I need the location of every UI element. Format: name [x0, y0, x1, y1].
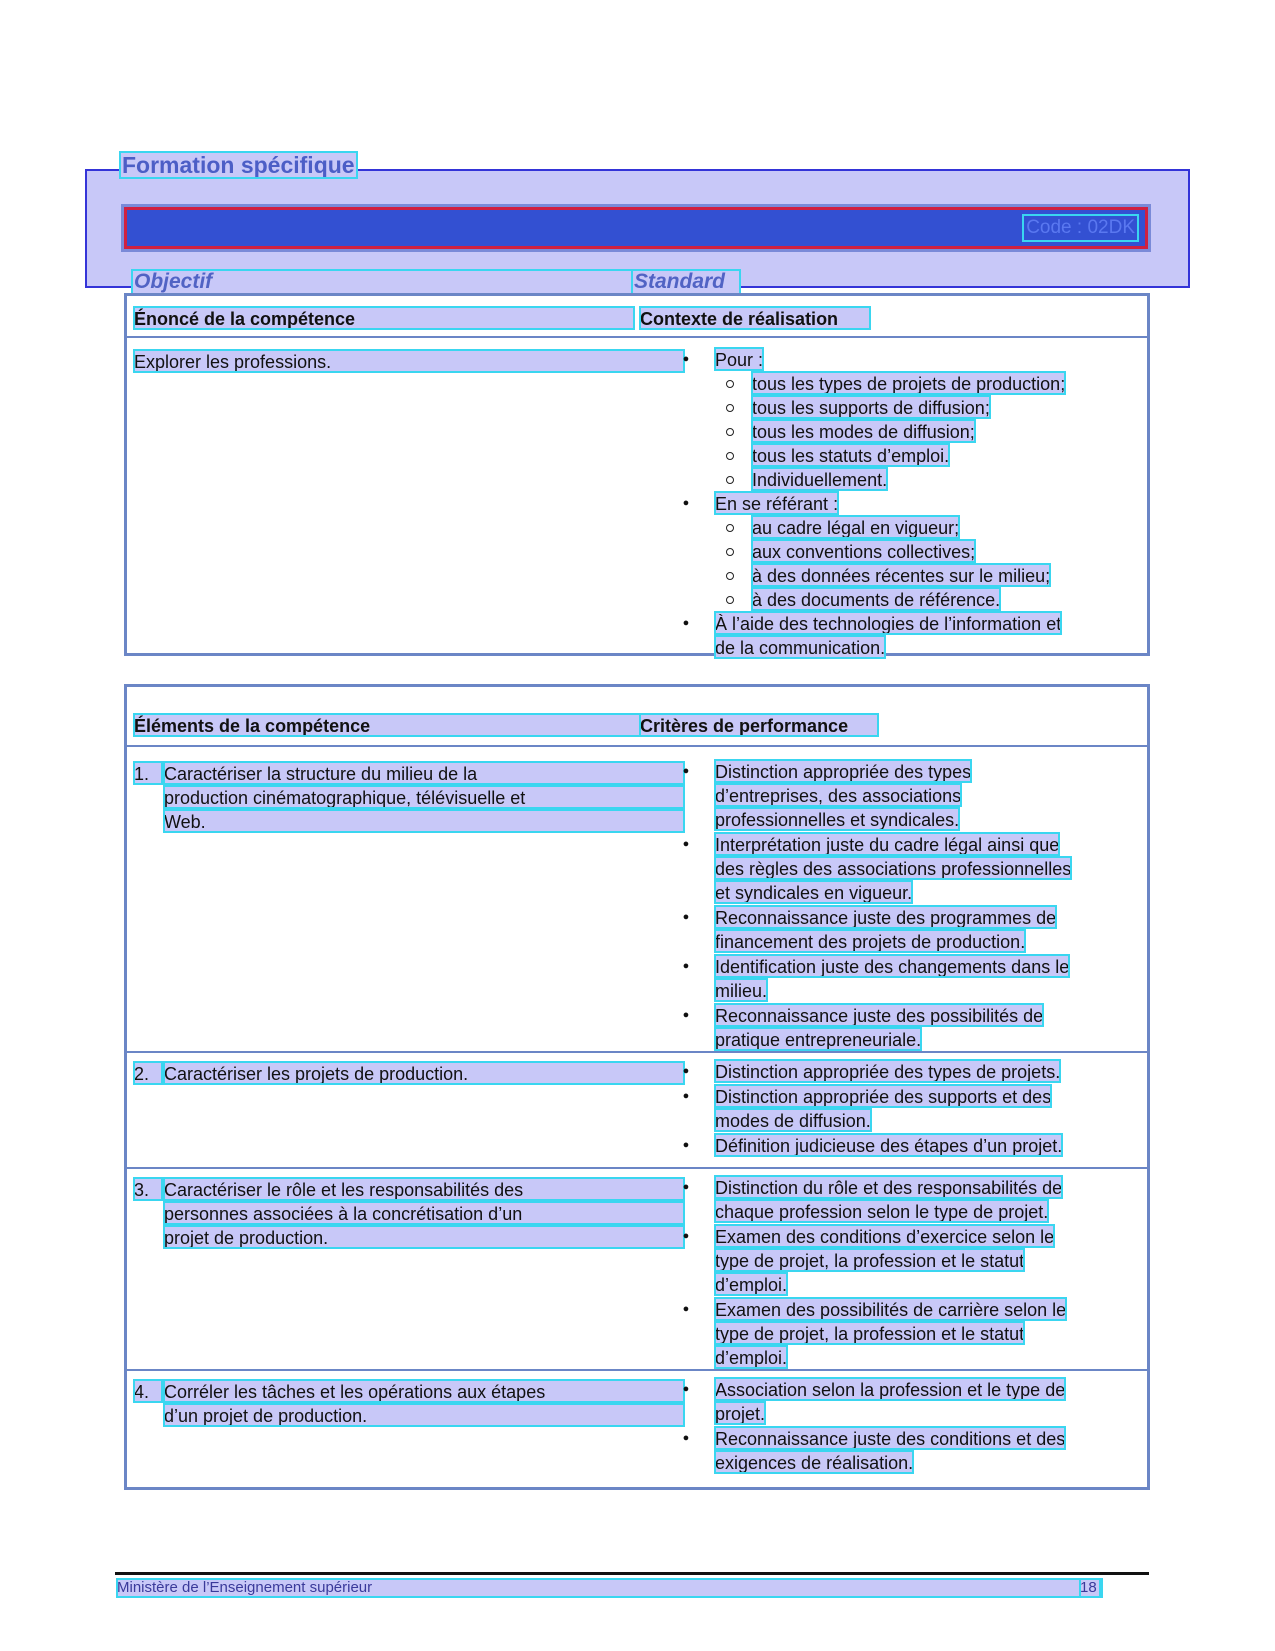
context-subitem: tous les modes de diffusion;: [752, 422, 975, 442]
criterion-line: type de projet, la profession et le statut: [715, 1324, 1025, 1344]
competency-code: Code : 02DK: [1026, 217, 1135, 238]
criterion-line: d’entreprises, des associations: [715, 786, 962, 806]
context-bullet-icon: ●: [682, 353, 690, 365]
context-item-line: À l’aide des technologies de l’information et: [715, 614, 1062, 634]
element-text-line: Caractériser les projets de production.: [164, 1062, 684, 1084]
context-subitem: au cadre légal en vigueur;: [752, 518, 960, 538]
circle-bullet-icon: [726, 596, 734, 604]
circle-bullet-icon: [726, 404, 734, 412]
row-separator: [124, 1167, 1150, 1169]
context-subitem: Individuellement.: [752, 470, 888, 490]
criterion-line: financement des projets de production.: [715, 932, 1026, 952]
criteria-bullet-icon: ●: [682, 1065, 690, 1077]
element-text-line: projet de production.: [164, 1226, 684, 1248]
criteria-bullet-icon: ●: [682, 1432, 690, 1444]
criterion-line: Examen des conditions d’exercice selon le: [715, 1227, 1055, 1247]
element-text-line: production cinématographique, télévisuelle et: [164, 786, 684, 808]
footer-rule: [115, 1572, 1149, 1575]
context-item: En se référant :: [715, 494, 839, 514]
criteria-bullet-icon: ●: [682, 911, 690, 923]
criterion-line: Examen des possibilités de carrière selon le: [715, 1300, 1067, 1320]
row-separator: [124, 1051, 1150, 1053]
context-item-line: de la communication.: [715, 638, 886, 658]
circle-bullet-icon: [726, 524, 734, 532]
statement-heading: Énoncé de la compétence: [134, 307, 634, 329]
criterion-line: d’emploi.: [715, 1275, 788, 1295]
criterion-line: Reconnaissance juste des programmes de: [715, 908, 1057, 928]
context-item: Pour :: [715, 350, 764, 370]
circle-bullet-icon: [726, 548, 734, 556]
context-subitem: à des documents de référence.: [752, 590, 1001, 610]
circle-bullet-icon: [726, 572, 734, 580]
footer-ministry: Ministère de l’Enseignement supérieur: [117, 1579, 1102, 1597]
criterion-line: des règles des associations professionnelles: [715, 859, 1072, 879]
criterion-line: Distinction du rôle et des responsabilités de: [715, 1178, 1063, 1198]
circle-bullet-icon: [726, 428, 734, 436]
criterion-line: Distinction appropriée des types de projets.: [715, 1062, 1061, 1082]
criterion-line: milieu.: [715, 981, 768, 1001]
criterion-line: Association selon la profession et le type de: [715, 1380, 1066, 1400]
element-text-line: personnes associées à la concrétisation d’un: [164, 1202, 684, 1224]
standard-label: Standard: [632, 270, 740, 294]
objective-label: Objectif: [132, 270, 636, 294]
element-text-line: Corréler les tâches et les opérations aux étapes: [164, 1380, 684, 1402]
criteria-bullet-icon: ●: [682, 1139, 690, 1151]
context-subitem: aux conventions collectives;: [752, 542, 976, 562]
element-number: 1.: [134, 762, 162, 784]
element-number: 3.: [134, 1178, 162, 1200]
criterion-line: exigences de réalisation.: [715, 1453, 914, 1473]
footer-page-number: 18: [1080, 1579, 1100, 1597]
elements-heading: Éléments de la compétence: [134, 714, 644, 736]
context-subitem: tous les types de projets de production;: [752, 374, 1066, 394]
element-text-line: Caractériser la structure du milieu de la: [164, 762, 684, 784]
criterion-line: Reconnaissance juste des possibilités de: [715, 1006, 1044, 1026]
page-title: Formation spécifique: [122, 152, 355, 178]
competency-statement: Explorer les professions.: [134, 350, 684, 372]
context-subitem: tous les supports de diffusion;: [752, 398, 990, 418]
element-text-line: Web.: [164, 810, 684, 832]
criteria-bullet-icon: ●: [682, 1009, 690, 1021]
context-bullet-icon: ●: [682, 617, 690, 629]
circle-bullet-icon: [726, 452, 734, 460]
criterion-line: professionnelles et syndicales.: [715, 810, 960, 830]
context-subitem: tous les statuts d’emploi.: [752, 446, 950, 466]
element-text-line: Caractériser le rôle et les responsabilités des: [164, 1178, 684, 1200]
criterion-line: pratique entrepreneuriale.: [715, 1030, 922, 1050]
criteria-bullet-icon: ●: [682, 1383, 690, 1395]
context-bullet-icon: ●: [682, 497, 690, 509]
criterion-line: Identification juste des changements dans le: [715, 957, 1070, 977]
criterion-line: Interprétation juste du cadre légal ainsi que: [715, 835, 1060, 855]
criteria-bullet-icon: ●: [682, 960, 690, 972]
element-number: 2.: [134, 1062, 162, 1084]
criterion-line: modes de diffusion.: [715, 1111, 871, 1131]
criterion-line: projet.: [715, 1404, 766, 1424]
row-separator: [124, 1369, 1150, 1371]
criteria-heading: Critères de performance: [640, 714, 878, 736]
context-heading: Contexte de réalisation: [640, 307, 870, 329]
element-number: 4.: [134, 1380, 162, 1402]
circle-bullet-icon: [726, 476, 734, 484]
code-bar: [124, 207, 1148, 249]
criteria-bullet-icon: ●: [682, 1181, 690, 1193]
criterion-line: Reconnaissance juste des conditions et des: [715, 1429, 1066, 1449]
criterion-line: et syndicales en vigueur.: [715, 883, 913, 903]
circle-bullet-icon: [726, 380, 734, 388]
criterion-line: Distinction appropriée des types: [715, 762, 972, 782]
element-text-line: d’un projet de production.: [164, 1404, 684, 1426]
criteria-bullet-icon: ●: [682, 765, 690, 777]
context-subitem: à des données récentes sur le milieu;: [752, 566, 1051, 586]
criterion-line: Distinction appropriée des supports et des: [715, 1087, 1052, 1107]
criterion-line: chaque profession selon le type de projet.: [715, 1202, 1049, 1222]
criterion-line: Définition judicieuse des étapes d’un projet.: [715, 1136, 1063, 1156]
criteria-bullet-icon: ●: [682, 1230, 690, 1242]
criteria-bullet-icon: ●: [682, 838, 690, 850]
criteria-bullet-icon: ●: [682, 1090, 690, 1102]
criterion-line: d’emploi.: [715, 1348, 788, 1368]
criteria-bullet-icon: ●: [682, 1303, 690, 1315]
criterion-line: type de projet, la profession et le statut: [715, 1251, 1025, 1271]
